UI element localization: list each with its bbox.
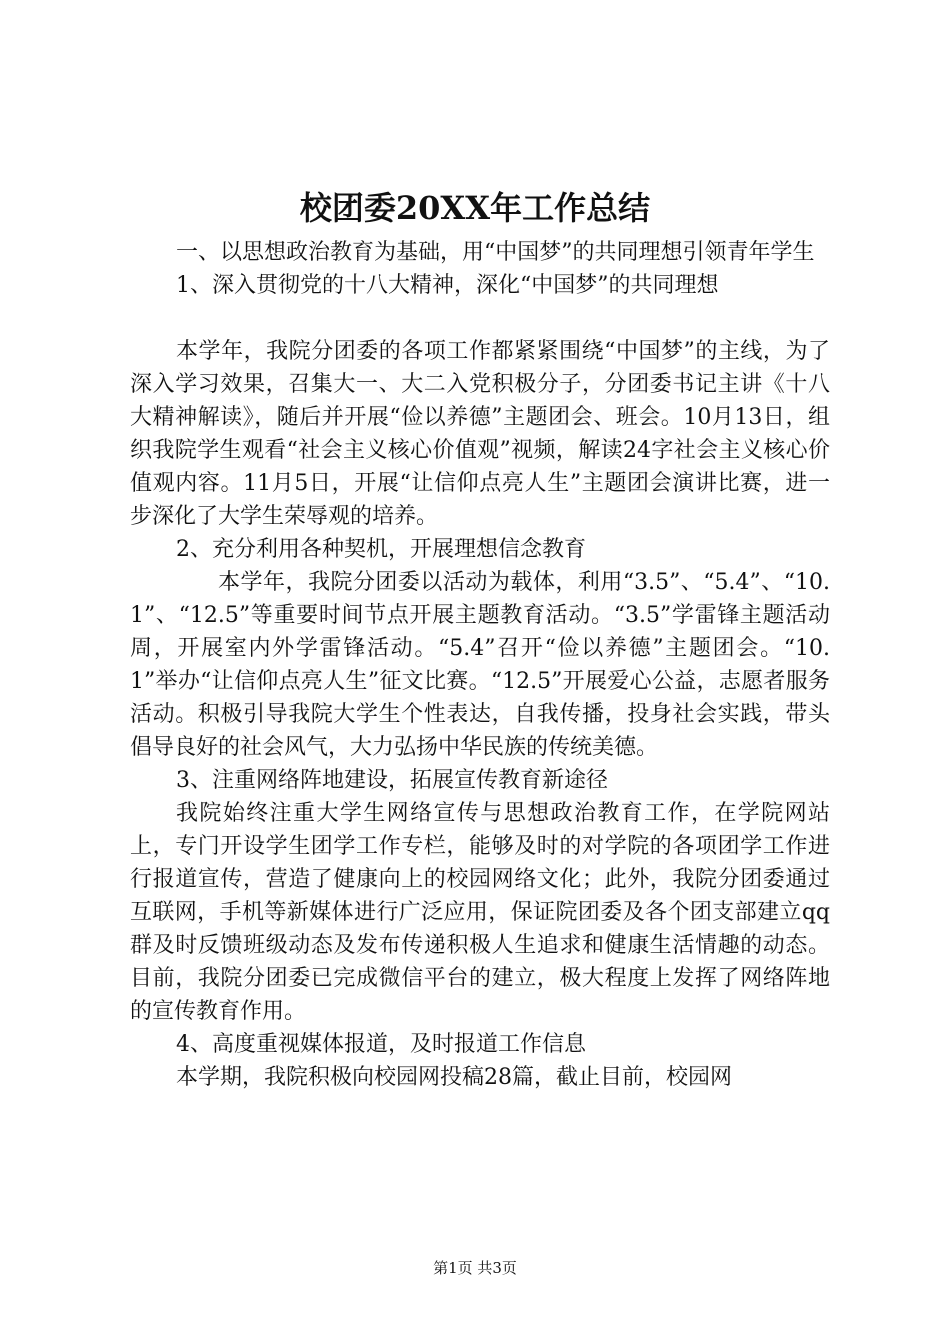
subheading-3: 3、注重网络阵地建设，拓展宣传教育新途径 [176,768,608,793]
paragraph-1: 本学年，我院分团委的各项工作都紧紧围绕“中国梦”的主线，为了深入学习效果，召集大一、大二入党积极分子，分团委书记主讲《十八大精神解读》，随后并开展“俭以养德”主题团会、班会。10月13日，组织我院学生观看“社会主义核心价值观”视频，解读24字社会主义核心价值观内容。11月5日，开展“让信仰点亮人生”主题团会演讲比赛，进一步深化了大学生荣辱观的培养。 [130,339,830,529]
document-title: 校团委20XX年工作总结 [299,189,651,227]
subheading-1: 1、深入贯彻党的十八大精神，深化“中国梦”的共同理想 [176,273,719,298]
subheading-4: 4、高度重视媒体报道，及时报道工作信息 [176,1032,586,1057]
paragraph-2: 本学年，我院分团委以活动为载体，利用“3.5”、“5.4”、“10.1”、“12.5”等重要时间节点开展主题教育活动。“3.5”学雷锋主题活动周，开展室内外学雷锋活动。“5.4”召开“俭以养德”主题团会。“10.1”举办“让信仰点亮人生”征文比赛。“12.5”开展爱心公益，志愿者服务活动。积极引导我院大学生个性表达，自我传播，投身社会实践，带头倡导良好的社会风气，大力弘扬中华民族的传统美德。 [130,570,830,760]
blank-line [130,302,830,335]
page-footer: 第1页 共3页 [433,1259,517,1277]
paragraph-3: 我院始终注重大学生网络宣传与思想政治教育工作，在学院网站上，专门开设学生团学工作专栏，能够及时的对学院的各项团学工作进行报道宣传，营造了健康向上的校园网络文化；此外，我院分团委通过互联网，手机等新媒体进行广泛应用，保证院团委及各个团支部建立qq群及时反馈班级动态及发布传递积极人生追求和健康生活情趣的动态。目前，我院分团委已完成微信平台的建立，极大程度上发挥了网络阵地的宣传教育作用。 [130,801,830,1024]
subheading-2: 2、充分利用各种契机，开展理想信念教育 [176,537,586,562]
paragraph-4: 本学期，我院积极向校园网投稿28篇，截止目前，校园网 [176,1065,732,1090]
document-body [130,236,830,1094]
section-heading-1: 一、以思想政治教育为基础，用“中国梦”的共同理想引领青年学生 [176,240,815,265]
